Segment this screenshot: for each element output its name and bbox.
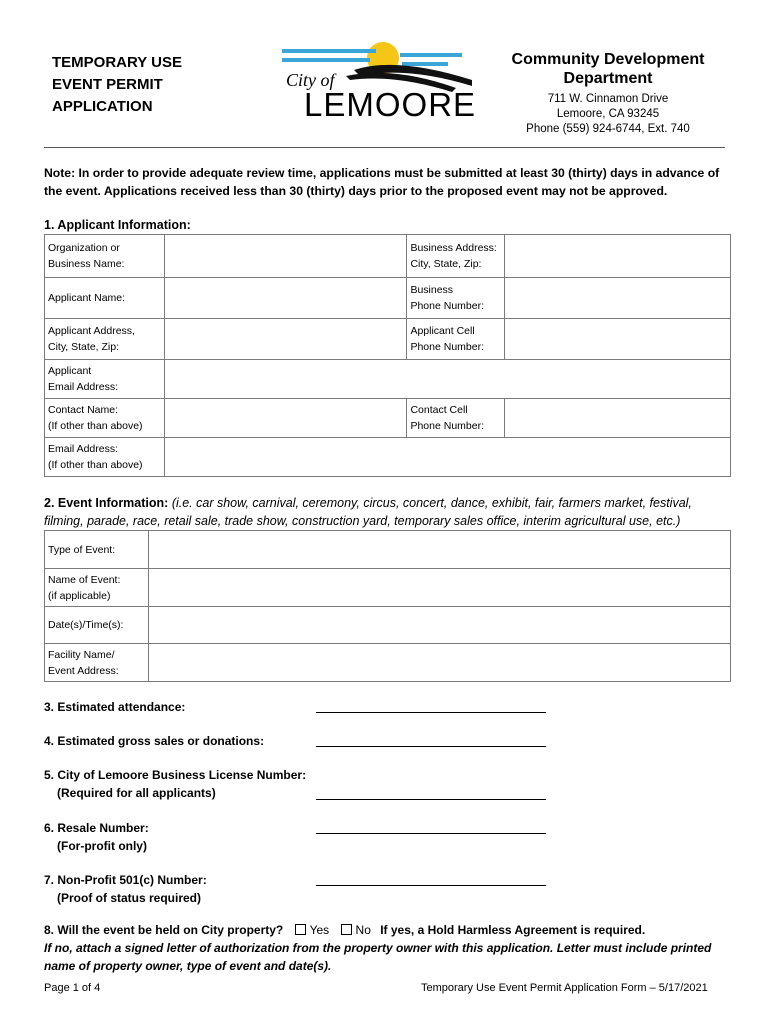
question-label: 4. Estimated gross sales or donations: [44,734,265,748]
contact-email-field[interactable] [164,438,730,477]
field-label: Applicant Email Address: [45,360,165,399]
form-title [52,52,272,118]
form-title-line: TEMPORARY USE [52,54,183,71]
question-resale-number [44,819,149,855]
field-label: Contact Cell Phone Number: [407,399,505,438]
department-name-line: Community Development [511,51,705,68]
yes-checkbox[interactable] [295,924,306,935]
field-label: Name of Event: (if applicable) [45,569,149,607]
no-checkbox[interactable] [341,924,352,935]
no-label: No [355,923,371,937]
event-name-field[interactable] [148,569,730,607]
field-label: Applicant Cell Phone Number: [407,319,505,360]
department-name-line: Department [563,70,653,87]
business-phone-field[interactable] [505,278,731,319]
contact-name-field[interactable] [164,399,407,438]
table-row [45,399,731,438]
field-label: Business Phone Number: [407,278,505,319]
question-gross-sales [44,732,264,750]
applicant-info-table [44,234,731,477]
event-address-field[interactable] [148,644,730,682]
applicant-cell-field[interactable] [505,319,731,360]
logo-stripe [282,49,376,53]
field-label: Email Address: (If other than above) [45,438,165,477]
department-name [502,50,714,88]
field-label: Facility Name/ Event Address: [45,644,149,682]
event-type-field[interactable] [148,531,730,569]
header-divider [44,147,725,148]
applicant-address-field[interactable] [164,319,407,360]
event-info-table [44,530,731,682]
logo-stripe [402,62,448,66]
question-sublabel: (Proof of status required) [57,891,202,905]
gross-sales-blank[interactable] [316,731,546,747]
table-row [45,569,731,607]
section-heading-applicant: 1. Applicant Information: [44,218,191,232]
field-label: Contact Name: (If other than above) [45,399,165,438]
attendance-blank[interactable] [316,697,546,713]
logo-stripe [282,58,370,62]
table-row [45,531,731,569]
logo-stripe [400,53,462,57]
department-address [502,92,714,137]
question-attendance [44,698,185,716]
department-block [502,50,714,137]
hold-harmless-note: If yes, a Hold Harmless Agreement is required. [380,923,646,937]
question-label: 6. Resale Number: [44,821,149,835]
field-label: Date(s)/Time(s): [45,607,149,644]
nonprofit-number-blank[interactable] [316,870,546,886]
table-row [45,319,731,360]
page-number: Page 1 of 4 [44,982,101,994]
field-label: Applicant Name: [45,278,165,319]
question-sublabel: (Required for all applicants) [57,786,216,800]
event-dates-field[interactable] [148,607,730,644]
table-row [45,360,731,399]
table-row [45,607,731,644]
field-label: Business Address: City, State, Zip: [407,235,505,278]
field-label: Organization or Business Name: [45,235,165,278]
question-sublabel: (For-profit only) [57,839,147,853]
address-line: 711 W. Cinnamon Drive [547,93,669,105]
logo-name: LEMOORE [304,86,477,123]
applicant-name-field[interactable] [164,278,407,319]
table-row [45,644,731,682]
question-label: 3. Estimated attendance: [44,700,186,714]
form-title-line: APPLICATION [52,98,153,115]
table-row [45,235,731,278]
event-heading: 2. Event Information: [44,496,169,510]
question-business-license [44,766,306,802]
question-label: 8. Will the event be held on City property? [44,923,284,937]
table-row [45,438,731,477]
submission-note: Note: In order to provide adequate review time, applications must be submitted at least 30 (thirty) days in advance of the event. Applications received less than 30 (thirty) days prior to the proposed event may not be approved. [44,166,720,198]
authorization-note: If no, attach a signed letter of authorization from the property owner with this application. Letter must include printed name of property owner, type of event and date(s). [44,941,712,973]
business-address-field[interactable] [505,235,731,278]
yes-label: Yes [309,923,330,937]
question-nonprofit-number [44,871,207,907]
field-label: Type of Event: [45,531,149,569]
business-license-blank[interactable] [316,784,546,800]
table-row [45,278,731,319]
address-line: Lemoore, CA 93245 [556,108,660,120]
question-city-property [44,921,645,939]
applicant-email-field[interactable] [164,360,730,399]
phone-line: Phone (559) 924-6744, Ext. 740 [526,123,690,135]
logo-city-of: City of [286,70,335,90]
field-label: Applicant Address, City, State, Zip: [45,319,165,360]
question-label: 7. Non-Profit 501(c) Number: [44,873,207,887]
form-title-line: EVENT PERMIT [52,76,163,93]
section-heading-event [44,494,734,530]
resale-number-blank[interactable] [316,818,546,834]
question-label: 5. City of Lemoore Business License Number: [44,768,307,782]
event-examples: (i.e. car show, carnival, ceremony, circus, concert, dance, exhibit, fair, farmers market, festival, filming, parade, race, retail sale, trade show, construction yard, temporary sales office, interim agricultural use, etc.) [44,496,692,528]
organization-name-field[interactable] [164,235,407,278]
contact-cell-field[interactable] [505,399,731,438]
form-version: Temporary Use Event Permit Application Form – 5/17/2021 [421,982,708,994]
